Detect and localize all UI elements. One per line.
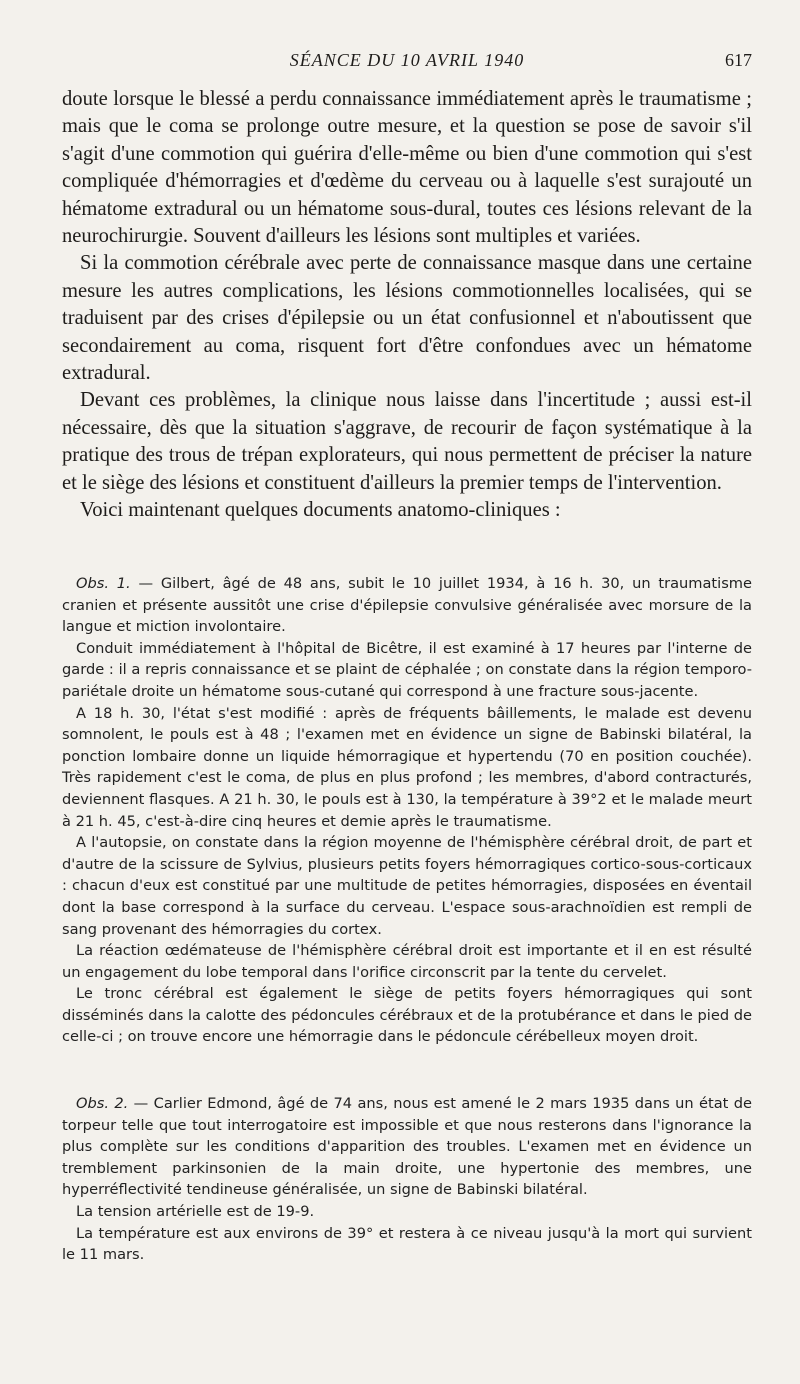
observation-paragraph: A l'autopsie, on constate dans la région moyenne de l'hémisphère cérébral droit, de part et d'autre de la scissure de Sylvius, plusieurs petits foyers hémorragiques cortico-sous-corticaux : chacun d'eux est constitué par une multitude de petites hémorragies, disposées en éventail dont la base correspond à la surface du cerveau. L'espace sous-arachnoïdien est rempli de sang provenant des hémorragies du cortex. [62, 834, 752, 938]
paragraph: Devant ces problèmes, la clinique nous laisse dans l'incertitude ; aussi est-il nécessaire, dès que la situation s'aggrave, de recourir de façon systématique à la pratique des trous de trépan explorateurs, qui nous permettent de préciser la nature et le siège des lésions et constituent d'ailleurs la premier temps de l'intervention. [62, 389, 752, 494]
observation-paragraph: A 18 h. 30, l'état s'est modifié : après de fréquents bâillements, le malade est devenu somnolent, le pouls est à 48 ; l'examen met en évidence un signe de Babinski bilatéral, la ponction lombaire donne un liquide hémorragique et hypertendu (70 en position couchée). Très rapidement c'est le coma, de plus en plus profond ; les membres, d'abord contracturés, deviennent flasques. A 21 h. 30, le pouls est à 130, la température à 39°2 et le malade meurt à 21 h. 45, c'est-à-dire cinq heures et demie après le traumatisme. [62, 704, 752, 830]
observation-paragraph: La température est aux environs de 39° et restera à ce niveau jusqu'à la mort qui survient le 11 mars. [62, 1224, 752, 1264]
observation-paragraph: La tension artérielle est de 19-9. [76, 1202, 315, 1220]
paragraph: Voici maintenant quelques documents anatomo-cliniques : [80, 499, 561, 522]
main-text [62, 86, 752, 525]
observation-paragraph [62, 1093, 752, 1201]
observation-2 [62, 1093, 752, 1266]
paragraph: Si la commotion cérébrale avec perte de connaissance masque dans une certaine mesure les autres complications, les lésions commotionnelles localisées, qui se traduisent par des crises d'épilepsie ou un état confusionnel et n'aboutissent que secondairement au coma, risquent fort d'être confondues avec un hématome extradural. [62, 252, 752, 385]
observation-label: Obs. 1. [76, 575, 131, 592]
observation-1 [62, 573, 752, 1048]
paragraph: doute lorsque le blessé a perdu connaissance immédiatement après le traumatisme ; mais que le coma se prolonge outre mesure, et la question se pose de savoir s'il s'agit d'une commotion qui guérira d'elle-même ou bien d'une commotion qui s'est compliquée d'hémorragies et d'œdème du cerveau ou à laquelle s'est surajouté un hématome extradural ou un hématome sous-dural, toutes ces lésions relevant de la neurochirurgie. Souvent d'ailleurs les lésions sont multiples et variées. [62, 88, 752, 248]
observation-label: Obs. 2. [76, 1095, 129, 1112]
page-header [62, 50, 752, 76]
observation-paragraph [62, 573, 752, 638]
observation-text: — Gilbert, âgé de 48 ans, subit le 10 juillet 1934, à 16 h. 30, un traumatisme cranien et présente aussitôt une crise d'épilepsie convulsive généralisée avec morsure de la langue et miction involontaire. [62, 575, 752, 636]
observation-paragraph: La réaction œdémateuse de l'hémisphère cérébral droit est importante et il en est résulté un engagement du lobe temporal dans l'orifice circonscrit par la tente du cervelet. [62, 942, 752, 981]
observation-paragraph: Le tronc cérébral est également le siège de petits foyers hémorragiques qui sont disséminés dans la calotte des pédoncules cérébraux et de la protubérance et dans le pied de celle-ci ; on trouve encore une hémorragie dans le pédoncule cérébelleux moyen droit. [62, 985, 752, 1046]
observation-paragraph: Conduit immédiatement à l'hôpital de Bicêtre, il est examiné à 17 heures par l'interne de garde : il a repris connaissance et se plaint de céphalée ; on constate dans la région temporo-pariétale droite un hématome sous-cutané qui correspond à une fracture sous-jacente. [62, 639, 752, 700]
observation-text: — Carlier Edmond, âgé de 74 ans, nous est amené le 2 mars 1935 dans un état de torpeur telle que tout interrogatoire est impossible et que nous resterons dans l'ignorance la plus complète sur les conditions d'apparition des troubles. L'examen met en évidence un tremblement parkinsonien de la main droite, une hypertonie des membres, une hyperréflectivité tendineuse généralisée, un signe de Babinski bilatéral. [62, 1095, 753, 1199]
running-title: SÉANCE DU 10 AVRIL 1940 [289, 50, 525, 70]
page-number: 617 [725, 50, 752, 70]
